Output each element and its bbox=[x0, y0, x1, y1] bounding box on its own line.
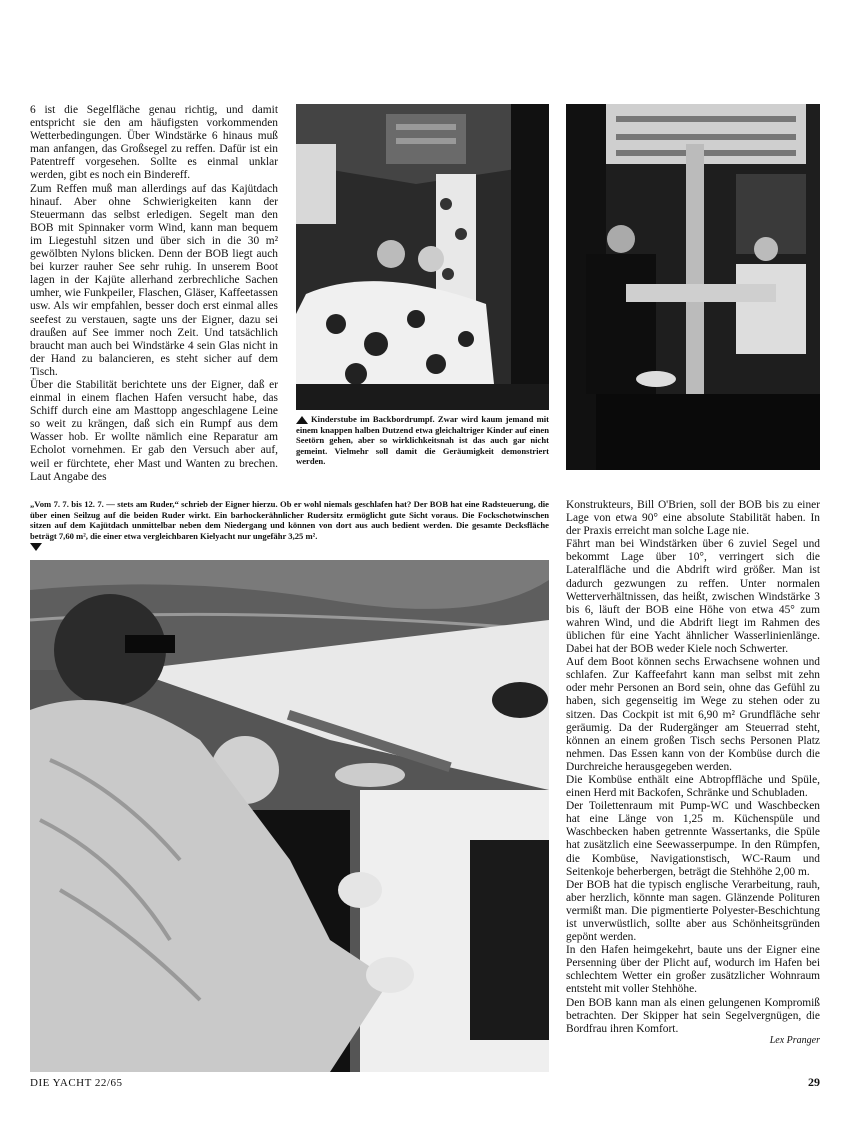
page-number: 29 bbox=[808, 1075, 820, 1089]
caption-pointer-down-icon bbox=[30, 543, 42, 551]
photo-salon-table bbox=[566, 104, 820, 470]
paragraph: 6 ist die Segelfläche genau richtig, und damit entspricht sie den am häufigsten vorkommenden Wetterbedingungen. Über Windstärke 6 hinaus muß man anfangen, das Großsegel zu reffen. Dafür ist ein Patentreff vorgesehen. Sollte es einmal unklar werden, gibt es noch ein Bindereff. bbox=[30, 104, 278, 182]
paragraph: Der BOB hat die typisch englische Verarbeitung, rauh, aber herzlich, könnte man sagen. Glänzende Polituren vermißt man. Die pigmentierte Polyester-Beschichtung ist unverwüstlich, sollte aber aus Schönheitsgründen gepönt werden. bbox=[566, 878, 820, 944]
paragraph: Zum Reffen muß man allerdings auf das Kajütdach hinauf. Aber ohne Schwierigkeiten kann der Steuermann das selbst erledigen. Segelt man den BOB mit Spinnaker vorm Wind, kann man bequem im Liegestuhl sitzen und über sich in die 30 m² gewölbten Nylons blicken. Denn der BOB liegt auch bei kurzer rauher See sehr ruhig. In unserem Boot lagen in der Kajüte allerhand zerbrechliche Sachen umher, wie Funkpeiler, Flaschen, Gläser, Kaffeetassen usw. Als wir empfahlen, besser doch erst einmal alles seefest zu verstauen, sagte uns der Eigner, dazu sei draußen auf See immer noch Zeit. Und tatsächlich braucht man auch bei Windstärke 4 sein Glas nicht in der Hand zu balancieren, es steht sicher auf dem Tisch. bbox=[30, 182, 278, 378]
caption-pointer-up-icon bbox=[296, 416, 308, 424]
caption-children-bunk bbox=[296, 414, 549, 467]
article-column-left bbox=[30, 104, 278, 484]
caption-text: „Vom 7. 7. bis 12. 7. — stets am Ruder,“ schrieb der Eigner hierzu. Ob er wohl niemals geschlafen hat? Der BOB hat eine Radsteuerung, die über einen Seilzug auf die beiden Ruder wirkt. Ein barhockerähnlicher Rudersitz ermöglicht gute Sicht voraus. Die Fockschotwinschen sitzen auf dem Kajütdach unmittelbar neben dem Niedergang und können von dort aus auch bedient werden. Die gesamte Decksfläche beträgt 7,60 m², die einer etwa vergleichbaren Kielyacht nur ungefähr 3,25 m². bbox=[30, 499, 549, 541]
paragraph: In den Hafen heimgekehrt, baute uns der Eigner eine Persenning über der Plicht auf, wodurch im Hafen bei schlechtem Wetter ein großer zusätzlicher Wohnraum entsteht mit voller Stehhöhe. bbox=[566, 944, 820, 996]
photo-helmsman bbox=[30, 560, 549, 1072]
paragraph: Auf dem Boot können sechs Erwachsene wohnen und schlafen. Zur Kaffeefahrt kann man selbst mit zehn oder mehr Personen an Bord sein, ohne das Gefühl zu haben, sich gegenseitig im Wege zu stehen oder zu sitzen. Das Cockpit ist mit 6,90 m² Grundfläche sehr geräumig. Da der Rudergänger am Steuerrad steht, können an einem großen Tisch sechs Personen Platz nehmen. Das Essen kann von der Kombüse durch die Durchreiche herausgegeben werden. bbox=[566, 656, 820, 773]
paragraph: Der Toilettenraum mit Pump-WC und Waschbecken hat eine Länge von 1,25 m. Küchenspüle und Waschbecken haben getrennte Wassertanks, die Spüle hat zusätzlich eine Seewasserpumpe. In den Rümpfen, die Kombüse, Navigationstisch, WC-Raum und Seitenkoje beherbergen, beträgt die Stehhöhe 2,00 m. bbox=[566, 800, 820, 878]
photo-children-bunk bbox=[296, 104, 549, 410]
paragraph: Fährt man bei Windstärken über 6 zuviel Segel und bekommt Lage über 10°, verringert sich die Lateralfläche und die Abdrift wird größer. Man ist dadurch gezwungen zu reffen. Unter normalen Wetterverhältnissen, das heißt, zwischen Windstärke 3 bis 6, läuft der BOB eine Höhe von etwa 45° zum wahren Wind, und die Abdrift liegt im Rahmen des üblichen für eine Yacht ähnlicher Wasserlinienlänge. Dabei hat der BOB weder Kiele noch Schwerter. bbox=[566, 538, 820, 656]
paragraph: Den BOB kann man als einen gelungenen Kompromiß betrachten. Der Skipper hat sein Segelvergnügen, die Bordfrau ihren Komfort. bbox=[566, 996, 820, 1035]
caption-text: Kinderstube im Backbordrumpf. Zwar wird kaum jemand mit einem knappen halben Dutzend etwa gleichaltriger Kinder auf einen Seetörn gehen, aber so wirklichkeitsnah ist das auch gar nicht gemeint. Vielmehr soll damit die Geräumigkeit demonstriert werden. bbox=[296, 414, 549, 467]
caption-helm bbox=[30, 499, 549, 552]
author-name: Lex Pranger bbox=[769, 1034, 820, 1046]
paragraph: Konstrukteurs, Bill O'Brien, soll der BOB bis zu einer Lage von etwa 90° eine absolute Stabilität haben. In der Praxis erreicht man solche Lage nie. bbox=[566, 499, 820, 538]
article-column-right bbox=[566, 499, 820, 1047]
paragraph: Die Kombüse enthält eine Abtropffläche und Spüle, einen Herd mit Backofen, Schränke und Schubladen. bbox=[566, 773, 820, 800]
magazine-issue: DIE YACHT 22/65 bbox=[30, 1077, 123, 1089]
paragraph: Über die Stabilität berichtete uns der Eigner, daß er einmal in einem flachen Hafen versucht habe, das Schiff durch eine am Masttopp angeschlagene Leine so weit zu krängen, daß sich ein Rumpf aus dem Wasser hob. Er wollte nämlich eine Reparatur am Echolot vornehmen. Er gab den Versuch aber auf, weil er fürchtete, eher Mast und Wanten zu brechen. Laut Angabe des bbox=[30, 378, 278, 483]
